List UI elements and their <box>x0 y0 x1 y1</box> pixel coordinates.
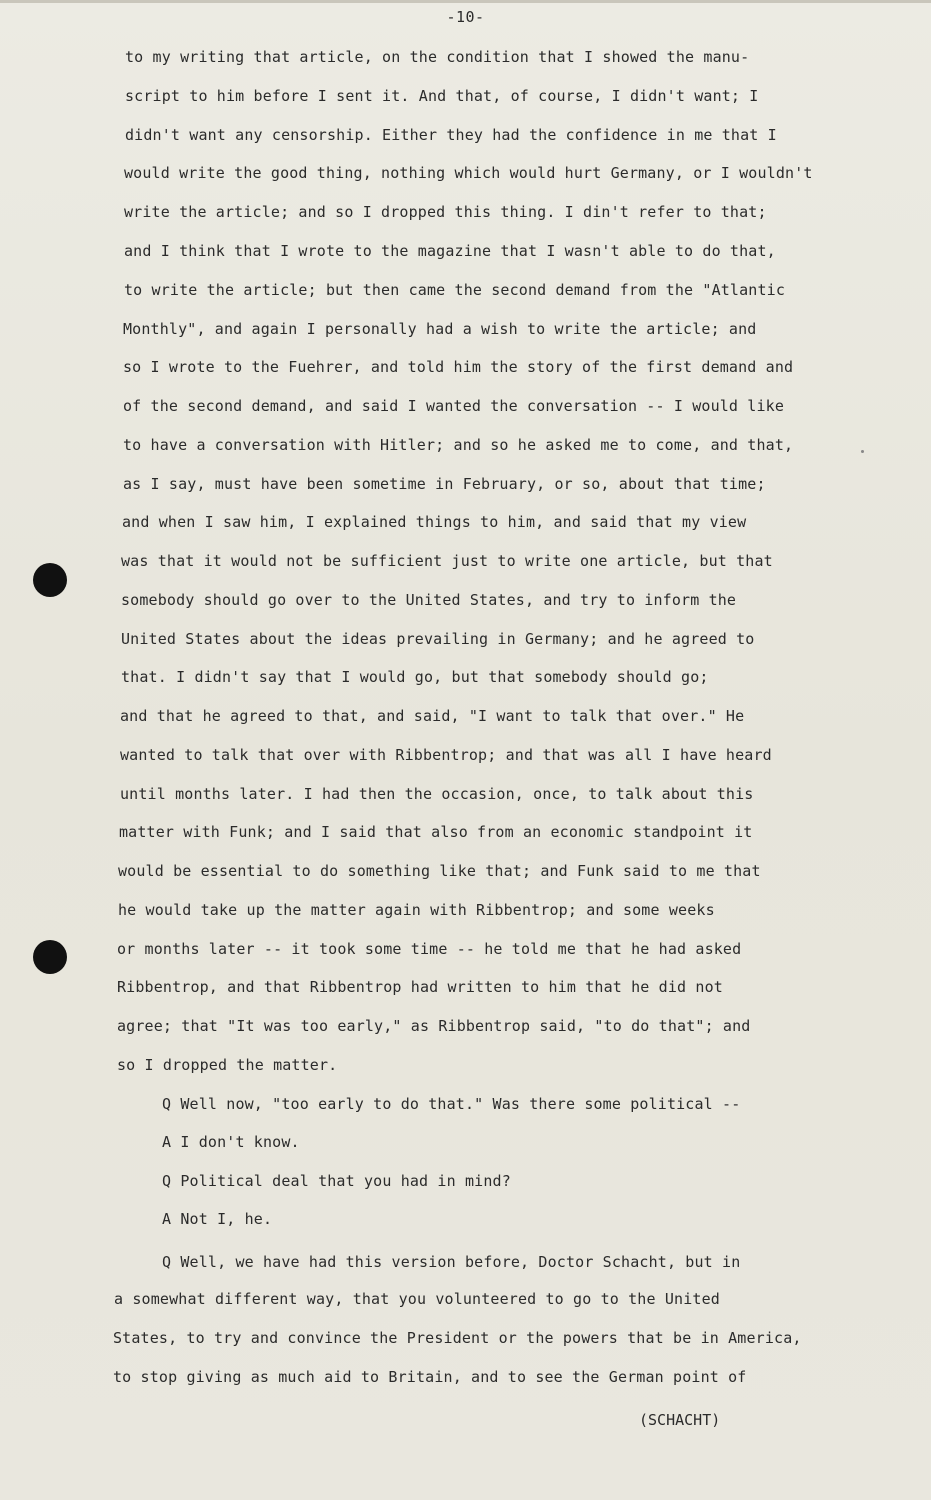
text-line: Q Well now, "too early to do that." Was there some political -- <box>162 1095 741 1113</box>
text-line: or months later -- it took some time -- he told me that he had asked <box>117 940 742 958</box>
text-line: until months later. I had then the occasion, once, to talk about this <box>120 785 754 803</box>
text-line: a somewhat different way, that you volunteered to go to the United <box>114 1290 720 1308</box>
punch-hole <box>33 940 67 974</box>
text-line: write the article; and so I dropped this thing. I din't refer to that; <box>124 203 767 221</box>
text-line: that. I didn't say that I would go, but that somebody should go; <box>121 668 709 686</box>
text-line: would be essential to do something like that; and Funk said to me that <box>118 862 761 880</box>
text-line: A Not I, he. <box>162 1210 273 1228</box>
text-line: to stop giving as much aid to Britain, and to see the German point of <box>113 1368 747 1386</box>
text-line: Q Well, we have had this version before, Doctor Schacht, but in <box>162 1253 741 1271</box>
text-line: A I don't know. <box>162 1133 300 1151</box>
text-line: matter with Funk; and I said that also from an economic standpoint it <box>119 823 753 841</box>
text-line: so I wrote to the Fuehrer, and told him the story of the first demand and <box>123 358 794 376</box>
text-line: was that it would not be sufficient just to write one article, but that <box>121 552 773 570</box>
text-line: United States about the ideas prevailing in Germany; and he agreed to <box>121 630 755 648</box>
text-line: he would take up the matter again with Ribbentrop; and some weeks <box>118 901 715 919</box>
text-line: agree; that "It was too early," as Ribbentrop said, "to do that"; and <box>117 1017 751 1035</box>
top-edge <box>0 0 931 3</box>
text-line: Ribbentrop, and that Ribbentrop had written to him that he did not <box>117 978 723 996</box>
text-line: didn't want any censorship. Either they had the confidence in me that I <box>125 126 777 144</box>
text-line: somebody should go over to the United States, and try to inform the <box>121 591 737 609</box>
text-line: script to him before I sent it. And that, of course, I didn't want; I <box>125 87 759 105</box>
text-line: would write the good thing, nothing which would hurt Germany, or I wouldn't <box>124 164 813 182</box>
text-line: Q Political deal that you had in mind? <box>162 1172 511 1190</box>
text-line: so I dropped the matter. <box>117 1056 338 1074</box>
speaker-tag: (SCHACHT) <box>639 1411 721 1429</box>
text-line: wanted to talk that over with Ribbentrop; and that was all I have heard <box>120 746 772 764</box>
text-line: Monthly", and again I personally had a wish to write the article; and <box>123 320 757 338</box>
text-line: of the second demand, and said I wanted the conversation -- I would like <box>123 397 785 415</box>
text-line: and I think that I wrote to the magazine that I wasn't able to do that, <box>124 242 776 260</box>
text-line: States, to try and convince the President or the powers that be in America, <box>113 1329 802 1347</box>
text-line: and when I saw him, I explained things to him, and said that my view <box>122 513 747 531</box>
text-line: to my writing that article, on the condition that I showed the manu- <box>125 48 750 66</box>
text-line: to write the article; but then came the second demand from the "Atlantic <box>124 281 786 299</box>
punch-hole <box>33 563 67 597</box>
speck-mark <box>861 450 864 453</box>
page-number: -10- <box>446 8 485 26</box>
text-line: and that he agreed to that, and said, "I want to talk that over." He <box>120 707 745 725</box>
text-line: to have a conversation with Hitler; and so he asked me to come, and that, <box>123 436 794 454</box>
text-line: as I say, must have been sometime in February, or so, about that time; <box>123 475 766 493</box>
